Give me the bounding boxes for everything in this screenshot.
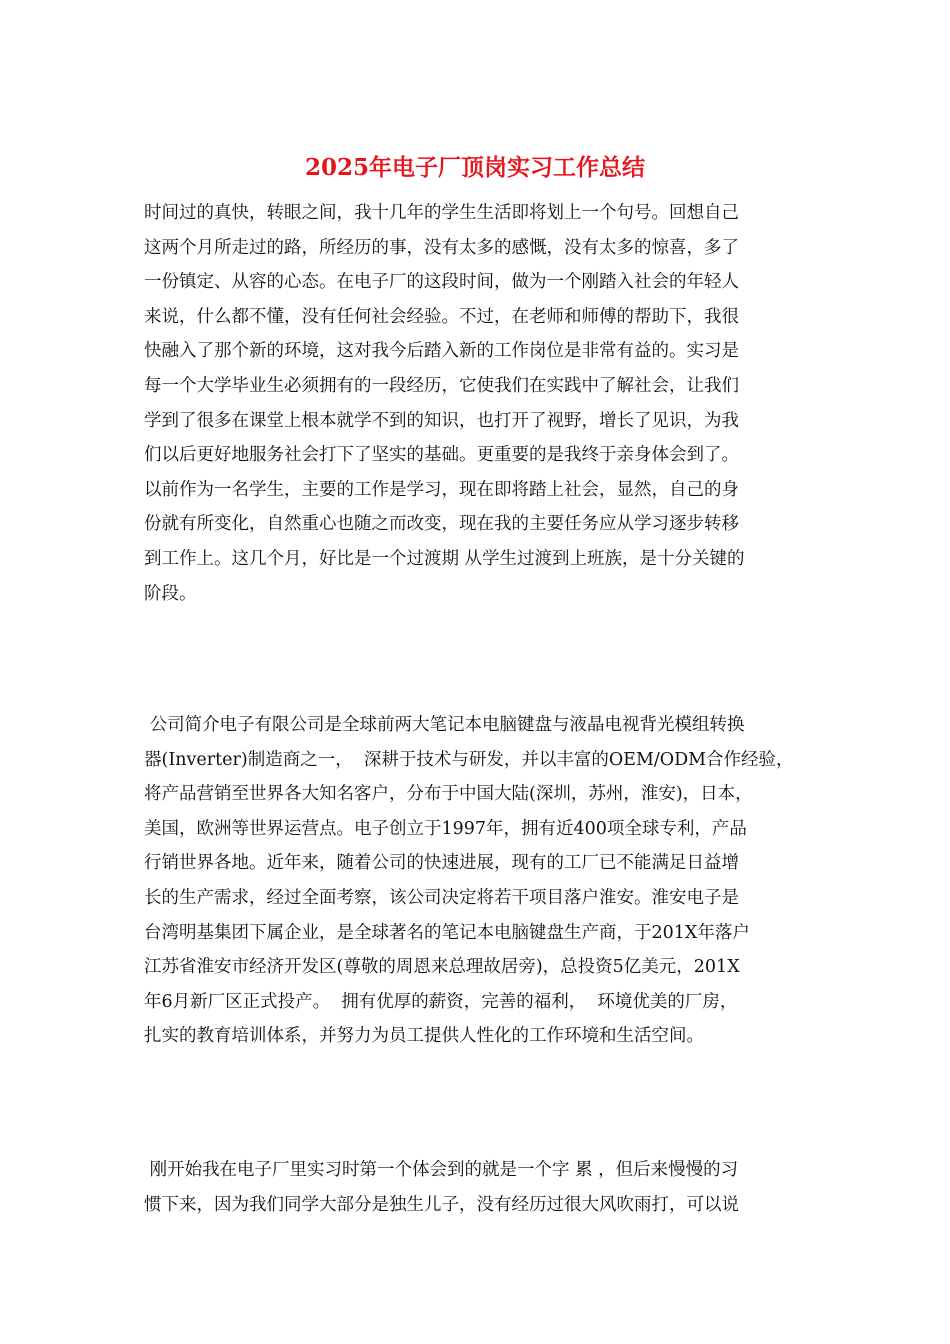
- document-title: 2025年电子厂顶岗实习工作总结: [304, 154, 645, 181]
- text-line: 一份镇定、从容的心态。在电子厂的这段时间，做为一个刚踏入社会的年轻人: [144, 272, 739, 293]
- text-line: 惯下来，因为我们同学大部分是独生儿子，没有经历过很大风吹雨打，可以说: [144, 1194, 739, 1215]
- text-line: 公司简介电子有限公司是全球前两大笔记本电脑键盘与液晶电视背光模组转换: [144, 715, 745, 735]
- text-line: 份就有所变化，自然重心也随之而改变，现在我的主要任务应从学习逐步转移: [144, 514, 739, 535]
- text-line: 到工作上。这几个月，好比是一个过渡期 从学生过渡到上班族，是十分关键的: [144, 548, 745, 569]
- text-line: 刚开始我在电子厂里实习时第一个体会到的就是一个字 累 ，但后来慢慢的习: [144, 1160, 739, 1180]
- text-line: 将产品营销至世界各大知名客户，分布于中国大陆(深圳，苏州，淮安)，日本，: [144, 784, 753, 805]
- text-line: 以前作为一名学生，主要的工作是学习，现在即将踏上社会，显然，自己的身: [144, 479, 739, 500]
- paragraph-intro: [144, 196, 814, 611]
- text-line: 这两个月所走过的路，所经历的事，没有太多的感慨，没有太多的惊喜，多了: [144, 237, 739, 258]
- text-line: 台湾明基集团下属企业，是全球著名的笔记本电脑键盘生产商，于201X年落户: [144, 922, 750, 943]
- paragraph-experience: [144, 1153, 814, 1222]
- text-line: 器(Inverter)制造商之一， 深耕于技术与研发，并以丰富的OEM/ODM合作经验，: [144, 749, 794, 770]
- text-line: 行销世界各地。近年来，随着公司的快速进展，现有的工厂已不能满足日益增: [144, 853, 739, 874]
- text-line: 年6月新厂区正式投产。 拥有优厚的薪资，完善的福利， 环境优美的厂房，: [144, 991, 738, 1012]
- text-line: 学到了很多在课堂上根本就学不到的知识，也打开了视野，增长了见识，为我: [144, 410, 739, 431]
- text-line: 美国，欧洲等世界运营点。电子创立于1997年，拥有近400项全球专利，产品: [144, 818, 747, 839]
- text-line: 江苏省淮安市经济开发区(尊敬的周恩来总理故居旁)，总投资5亿美元，201X: [144, 957, 740, 978]
- text-line: 快融入了那个新的环境，这对我今后踏入新的工作岗位是非常有益的。实习是: [144, 341, 739, 362]
- text-line: 扎实的教育培训体系，并努力为员工提供人性化的工作环境和生活空间。: [144, 1026, 704, 1047]
- text-line: 来说，什么都不懂，没有任何社会经验。不过，在老师和师傅的帮助下，我很: [144, 306, 739, 327]
- text-line: 长的生产需求，经过全面考察，该公司决定将若干项目落户淮安。淮安电子是: [144, 887, 739, 908]
- paragraph-company-profile: [144, 708, 814, 1054]
- text-line: 时间过的真快，转眼之间，我十几年的学生生活即将划上一个句号。回想自己: [144, 203, 739, 223]
- text-line: 每一个大学毕业生必须拥有的一段经历，它使我们在实践中了解社会，让我们: [144, 375, 739, 396]
- text-line: 们以后更好地服务社会打下了坚实的基础。更重要的是我终于亲身体会到了。: [144, 445, 739, 466]
- text-line: 阶段。: [144, 583, 197, 604]
